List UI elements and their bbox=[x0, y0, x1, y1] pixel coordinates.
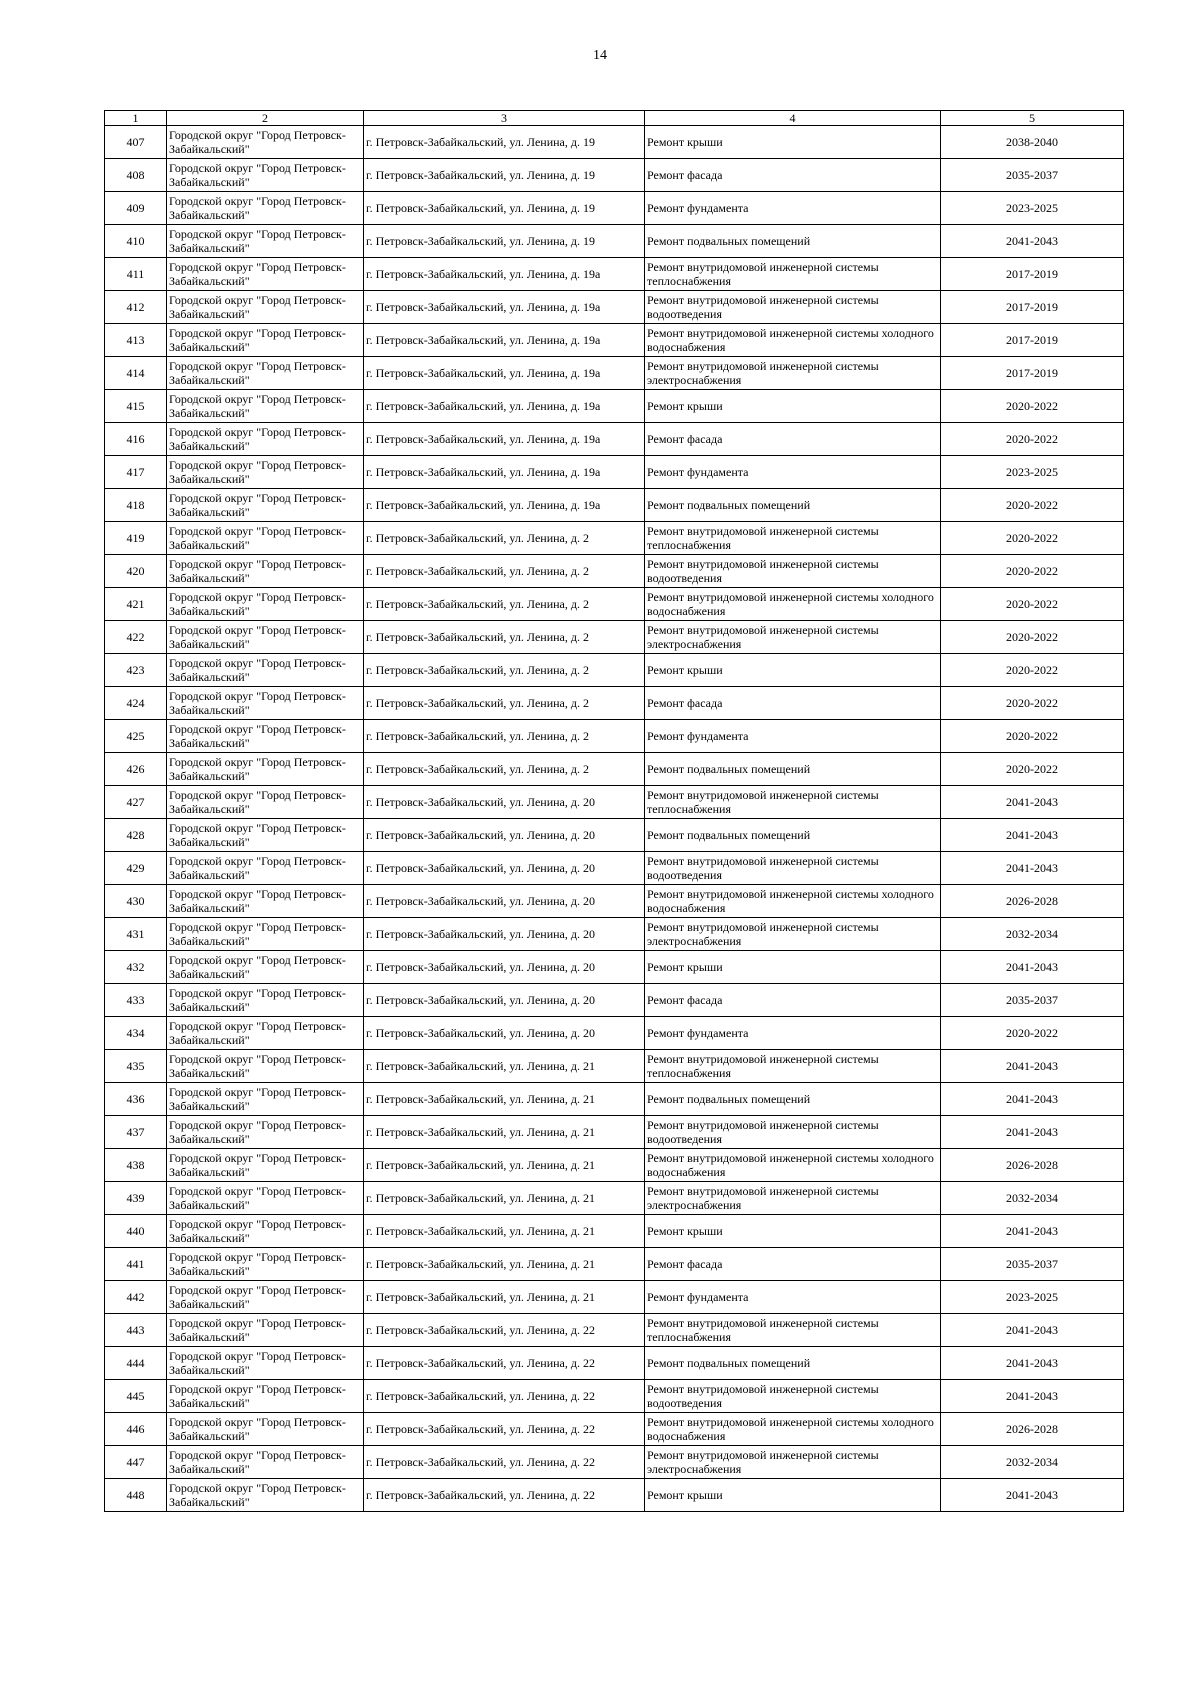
address-cell: г. Петровск-Забайкальский, ул. Ленина, д. 20 bbox=[364, 918, 645, 951]
table-row bbox=[105, 1083, 1124, 1116]
municipality-cell: Городской округ "Город Петровск-Забайкальский" bbox=[167, 1116, 364, 1149]
address-cell: г. Петровск-Забайкальский, ул. Ленина, д. 20 bbox=[364, 852, 645, 885]
municipality-cell: Городской округ "Город Петровск-Забайкальский" bbox=[167, 588, 364, 621]
period-cell: 2041-2043 bbox=[941, 1215, 1124, 1248]
municipality-cell: Городской округ "Город Петровск-Забайкальский" bbox=[167, 390, 364, 423]
municipality-cell: Городской округ "Город Петровск-Забайкальский" bbox=[167, 819, 364, 852]
address-cell: г. Петровск-Забайкальский, ул. Ленина, д. 2 bbox=[364, 555, 645, 588]
table-row bbox=[105, 1380, 1124, 1413]
municipality-cell: Городской округ "Город Петровск-Забайкальский" bbox=[167, 1149, 364, 1182]
row-number-cell: 418 bbox=[105, 489, 167, 522]
address-cell: г. Петровск-Забайкальский, ул. Ленина, д. 22 bbox=[364, 1314, 645, 1347]
municipality-cell: Городской округ "Город Петровск-Забайкальский" bbox=[167, 291, 364, 324]
municipality-cell: Городской округ "Город Петровск-Забайкальский" bbox=[167, 1347, 364, 1380]
period-cell: 2020-2022 bbox=[941, 687, 1124, 720]
table-body bbox=[105, 111, 1124, 1512]
municipality-cell: Городской округ "Город Петровск-Забайкальский" bbox=[167, 1017, 364, 1050]
column-header-3: 3 bbox=[364, 111, 645, 126]
address-cell: г. Петровск-Забайкальский, ул. Ленина, д. 19 bbox=[364, 126, 645, 159]
municipality-cell: Городской округ "Город Петровск-Забайкальский" bbox=[167, 1314, 364, 1347]
work-type-cell: Ремонт внутридомовой инженерной системы электроснабжения bbox=[645, 621, 941, 654]
table-row bbox=[105, 654, 1124, 687]
municipality-cell: Городской округ "Город Петровск-Забайкальский" bbox=[167, 1380, 364, 1413]
period-cell: 2020-2022 bbox=[941, 489, 1124, 522]
address-cell: г. Петровск-Забайкальский, ул. Ленина, д. 21 bbox=[364, 1182, 645, 1215]
work-type-cell: Ремонт фундамента bbox=[645, 192, 941, 225]
period-cell: 2041-2043 bbox=[941, 225, 1124, 258]
table-row bbox=[105, 1182, 1124, 1215]
row-number-cell: 412 bbox=[105, 291, 167, 324]
municipality-cell: Городской округ "Город Петровск-Забайкальский" bbox=[167, 885, 364, 918]
table-row bbox=[105, 1149, 1124, 1182]
row-number-cell: 426 bbox=[105, 753, 167, 786]
period-cell: 2017-2019 bbox=[941, 357, 1124, 390]
municipality-cell: Городской округ "Город Петровск-Забайкальский" bbox=[167, 786, 364, 819]
address-cell: г. Петровск-Забайкальский, ул. Ленина, д. 2 bbox=[364, 753, 645, 786]
table-row bbox=[105, 159, 1124, 192]
address-cell: г. Петровск-Забайкальский, ул. Ленина, д. 19а bbox=[364, 357, 645, 390]
row-number-cell: 419 bbox=[105, 522, 167, 555]
work-type-cell: Ремонт фасада bbox=[645, 159, 941, 192]
municipality-cell: Городской округ "Город Петровск-Забайкальский" bbox=[167, 1248, 364, 1281]
table-row bbox=[105, 489, 1124, 522]
row-number-cell: 427 bbox=[105, 786, 167, 819]
address-cell: г. Петровск-Забайкальский, ул. Ленина, д. 20 bbox=[364, 819, 645, 852]
row-number-cell: 435 bbox=[105, 1050, 167, 1083]
address-cell: г. Петровск-Забайкальский, ул. Ленина, д. 2 bbox=[364, 522, 645, 555]
row-number-cell: 443 bbox=[105, 1314, 167, 1347]
row-number-cell: 437 bbox=[105, 1116, 167, 1149]
table-row bbox=[105, 786, 1124, 819]
address-cell: г. Петровск-Забайкальский, ул. Ленина, д. 19 bbox=[364, 192, 645, 225]
address-cell: г. Петровск-Забайкальский, ул. Ленина, д. 19 bbox=[364, 159, 645, 192]
period-cell: 2041-2043 bbox=[941, 852, 1124, 885]
row-number-cell: 417 bbox=[105, 456, 167, 489]
row-number-cell: 434 bbox=[105, 1017, 167, 1050]
address-cell: г. Петровск-Забайкальский, ул. Ленина, д. 20 bbox=[364, 984, 645, 1017]
municipality-cell: Городской округ "Город Петровск-Забайкальский" bbox=[167, 1215, 364, 1248]
period-cell: 2032-2034 bbox=[941, 918, 1124, 951]
period-cell: 2026-2028 bbox=[941, 1149, 1124, 1182]
column-header-5: 5 bbox=[941, 111, 1124, 126]
work-type-cell: Ремонт крыши bbox=[645, 654, 941, 687]
work-type-cell: Ремонт внутридомовой инженерной системы электроснабжения bbox=[645, 357, 941, 390]
address-cell: г. Петровск-Забайкальский, ул. Ленина, д. 19а bbox=[364, 390, 645, 423]
period-cell: 2020-2022 bbox=[941, 621, 1124, 654]
address-cell: г. Петровск-Забайкальский, ул. Ленина, д. 19а bbox=[364, 489, 645, 522]
row-number-cell: 440 bbox=[105, 1215, 167, 1248]
work-type-cell: Ремонт внутридомовой инженерной системы теплоснабжения bbox=[645, 258, 941, 291]
period-cell: 2020-2022 bbox=[941, 555, 1124, 588]
table-row bbox=[105, 225, 1124, 258]
row-number-cell: 411 bbox=[105, 258, 167, 291]
row-number-cell: 420 bbox=[105, 555, 167, 588]
period-cell: 2041-2043 bbox=[941, 1116, 1124, 1149]
work-type-cell: Ремонт фундамента bbox=[645, 1281, 941, 1314]
municipality-cell: Городской округ "Город Петровск-Забайкальский" bbox=[167, 225, 364, 258]
address-cell: г. Петровск-Забайкальский, ул. Ленина, д. 19а bbox=[364, 258, 645, 291]
work-type-cell: Ремонт фундамента bbox=[645, 1017, 941, 1050]
table-row bbox=[105, 1116, 1124, 1149]
table-row bbox=[105, 621, 1124, 654]
municipality-cell: Городской округ "Город Петровск-Забайкальский" bbox=[167, 126, 364, 159]
municipality-cell: Городской округ "Город Петровск-Забайкальский" bbox=[167, 192, 364, 225]
period-cell: 2023-2025 bbox=[941, 456, 1124, 489]
address-cell: г. Петровск-Забайкальский, ул. Ленина, д. 19а bbox=[364, 456, 645, 489]
municipality-cell: Городской округ "Город Петровск-Забайкальский" bbox=[167, 951, 364, 984]
row-number-cell: 407 bbox=[105, 126, 167, 159]
work-type-cell: Ремонт фундамента bbox=[645, 456, 941, 489]
row-number-cell: 422 bbox=[105, 621, 167, 654]
address-cell: г. Петровск-Забайкальский, ул. Ленина, д. 21 bbox=[364, 1149, 645, 1182]
table-row bbox=[105, 984, 1124, 1017]
address-cell: г. Петровск-Забайкальский, ул. Ленина, д. 21 bbox=[364, 1050, 645, 1083]
work-type-cell: Ремонт внутридомовой инженерной системы теплоснабжения bbox=[645, 522, 941, 555]
table-row bbox=[105, 1347, 1124, 1380]
table-row bbox=[105, 753, 1124, 786]
municipality-cell: Городской округ "Город Петровск-Забайкальский" bbox=[167, 687, 364, 720]
address-cell: г. Петровск-Забайкальский, ул. Ленина, д. 22 bbox=[364, 1413, 645, 1446]
work-type-cell: Ремонт внутридомовой инженерной системы холодного водоснабжения bbox=[645, 588, 941, 621]
row-number-cell: 432 bbox=[105, 951, 167, 984]
period-cell: 2020-2022 bbox=[941, 1017, 1124, 1050]
table-row bbox=[105, 456, 1124, 489]
period-cell: 2041-2043 bbox=[941, 1479, 1124, 1512]
table-row bbox=[105, 1050, 1124, 1083]
municipality-cell: Городской округ "Город Петровск-Забайкальский" bbox=[167, 456, 364, 489]
municipality-cell: Городской округ "Город Петровск-Забайкальский" bbox=[167, 555, 364, 588]
period-cell: 2041-2043 bbox=[941, 1083, 1124, 1116]
table-row bbox=[105, 1446, 1124, 1479]
row-number-cell: 446 bbox=[105, 1413, 167, 1446]
address-cell: г. Петровск-Забайкальский, ул. Ленина, д. 21 bbox=[364, 1215, 645, 1248]
work-type-cell: Ремонт внутридомовой инженерной системы холодного водоснабжения bbox=[645, 1149, 941, 1182]
period-cell: 2017-2019 bbox=[941, 324, 1124, 357]
address-cell: г. Петровск-Забайкальский, ул. Ленина, д. 2 bbox=[364, 654, 645, 687]
row-number-cell: 424 bbox=[105, 687, 167, 720]
municipality-cell: Городской округ "Город Петровск-Забайкальский" bbox=[167, 984, 364, 1017]
table-row bbox=[105, 1413, 1124, 1446]
table-row bbox=[105, 852, 1124, 885]
table-row bbox=[105, 357, 1124, 390]
period-cell: 2035-2037 bbox=[941, 1248, 1124, 1281]
work-type-cell: Ремонт подвальных помещений bbox=[645, 753, 941, 786]
row-number-cell: 431 bbox=[105, 918, 167, 951]
address-cell: г. Петровск-Забайкальский, ул. Ленина, д. 21 bbox=[364, 1281, 645, 1314]
period-cell: 2026-2028 bbox=[941, 885, 1124, 918]
municipality-cell: Городской округ "Город Петровск-Забайкальский" bbox=[167, 1281, 364, 1314]
work-type-cell: Ремонт крыши bbox=[645, 1479, 941, 1512]
address-cell: г. Петровск-Забайкальский, ул. Ленина, д. 21 bbox=[364, 1248, 645, 1281]
address-cell: г. Петровск-Забайкальский, ул. Ленина, д. 19 bbox=[364, 225, 645, 258]
row-number-cell: 409 bbox=[105, 192, 167, 225]
table-row bbox=[105, 951, 1124, 984]
address-cell: г. Петровск-Забайкальский, ул. Ленина, д. 2 bbox=[364, 720, 645, 753]
address-cell: г. Петровск-Забайкальский, ул. Ленина, д. 2 bbox=[364, 687, 645, 720]
work-type-cell: Ремонт внутридомовой инженерной системы теплоснабжения bbox=[645, 1050, 941, 1083]
row-number-cell: 433 bbox=[105, 984, 167, 1017]
address-cell: г. Петровск-Забайкальский, ул. Ленина, д. 22 bbox=[364, 1479, 645, 1512]
address-cell: г. Петровск-Забайкальский, ул. Ленина, д. 22 bbox=[364, 1446, 645, 1479]
row-number-cell: 436 bbox=[105, 1083, 167, 1116]
work-type-cell: Ремонт крыши bbox=[645, 1215, 941, 1248]
row-number-cell: 438 bbox=[105, 1149, 167, 1182]
table-row bbox=[105, 918, 1124, 951]
period-cell: 2023-2025 bbox=[941, 192, 1124, 225]
period-cell: 2020-2022 bbox=[941, 423, 1124, 456]
row-number-cell: 408 bbox=[105, 159, 167, 192]
row-number-cell: 441 bbox=[105, 1248, 167, 1281]
row-number-cell: 428 bbox=[105, 819, 167, 852]
table-row bbox=[105, 1248, 1124, 1281]
municipality-cell: Городской округ "Город Петровск-Забайкальский" bbox=[167, 654, 364, 687]
work-type-cell: Ремонт внутридомовой инженерной системы водоотведения bbox=[645, 291, 941, 324]
period-cell: 2041-2043 bbox=[941, 1347, 1124, 1380]
row-number-cell: 410 bbox=[105, 225, 167, 258]
table-row bbox=[105, 390, 1124, 423]
period-cell: 2035-2037 bbox=[941, 159, 1124, 192]
address-cell: г. Петровск-Забайкальский, ул. Ленина, д. 22 bbox=[364, 1347, 645, 1380]
page-number: 14 bbox=[593, 48, 607, 63]
municipality-cell: Городской округ "Город Петровск-Забайкальский" bbox=[167, 1182, 364, 1215]
period-cell: 2020-2022 bbox=[941, 654, 1124, 687]
table-row bbox=[105, 819, 1124, 852]
period-cell: 2041-2043 bbox=[941, 1050, 1124, 1083]
table-row bbox=[105, 687, 1124, 720]
table-row bbox=[105, 555, 1124, 588]
period-cell: 2041-2043 bbox=[941, 951, 1124, 984]
address-cell: г. Петровск-Забайкальский, ул. Ленина, д. 2 bbox=[364, 588, 645, 621]
period-cell: 2017-2019 bbox=[941, 258, 1124, 291]
table-row bbox=[105, 423, 1124, 456]
municipality-cell: Городской округ "Город Петровск-Забайкальский" bbox=[167, 1050, 364, 1083]
row-number-cell: 416 bbox=[105, 423, 167, 456]
work-type-cell: Ремонт внутридомовой инженерной системы холодного водоснабжения bbox=[645, 885, 941, 918]
period-cell: 2020-2022 bbox=[941, 753, 1124, 786]
municipality-cell: Городской округ "Город Петровск-Забайкальский" bbox=[167, 423, 364, 456]
work-type-cell: Ремонт внутридомовой инженерной системы теплоснабжения bbox=[645, 1314, 941, 1347]
table-row bbox=[105, 720, 1124, 753]
period-cell: 2020-2022 bbox=[941, 720, 1124, 753]
work-type-cell: Ремонт подвальных помещений bbox=[645, 1347, 941, 1380]
table-row bbox=[105, 291, 1124, 324]
table-row bbox=[105, 258, 1124, 291]
work-type-cell: Ремонт фасада bbox=[645, 984, 941, 1017]
address-cell: г. Петровск-Забайкальский, ул. Ленина, д. 20 bbox=[364, 1017, 645, 1050]
address-cell: г. Петровск-Забайкальский, ул. Ленина, д. 2 bbox=[364, 621, 645, 654]
period-cell: 2041-2043 bbox=[941, 786, 1124, 819]
row-number-cell: 442 bbox=[105, 1281, 167, 1314]
work-type-cell: Ремонт фундамента bbox=[645, 720, 941, 753]
work-type-cell: Ремонт внутридомовой инженерной системы электроснабжения bbox=[645, 1182, 941, 1215]
work-type-cell: Ремонт крыши bbox=[645, 126, 941, 159]
table-row bbox=[105, 324, 1124, 357]
period-cell: 2035-2037 bbox=[941, 984, 1124, 1017]
municipality-cell: Городской округ "Город Петровск-Забайкальский" bbox=[167, 1479, 364, 1512]
row-number-cell: 439 bbox=[105, 1182, 167, 1215]
municipality-cell: Городской округ "Город Петровск-Забайкальский" bbox=[167, 918, 364, 951]
municipality-cell: Городской округ "Город Петровск-Забайкальский" bbox=[167, 753, 364, 786]
row-number-cell: 447 bbox=[105, 1446, 167, 1479]
address-cell: г. Петровск-Забайкальский, ул. Ленина, д. 20 bbox=[364, 951, 645, 984]
address-cell: г. Петровск-Забайкальский, ул. Ленина, д. 20 bbox=[364, 786, 645, 819]
address-cell: г. Петровск-Забайкальский, ул. Ленина, д. 19а bbox=[364, 324, 645, 357]
municipality-cell: Городской округ "Город Петровск-Забайкальский" bbox=[167, 324, 364, 357]
period-cell: 2032-2034 bbox=[941, 1446, 1124, 1479]
address-cell: г. Петровск-Забайкальский, ул. Ленина, д. 19а bbox=[364, 423, 645, 456]
address-cell: г. Петровск-Забайкальский, ул. Ленина, д. 21 bbox=[364, 1083, 645, 1116]
row-number-cell: 421 bbox=[105, 588, 167, 621]
period-cell: 2020-2022 bbox=[941, 588, 1124, 621]
municipality-cell: Городской округ "Город Петровск-Забайкальский" bbox=[167, 720, 364, 753]
table-row bbox=[105, 192, 1124, 225]
period-cell: 2041-2043 bbox=[941, 1314, 1124, 1347]
work-type-cell: Ремонт внутридомовой инженерной системы электроснабжения bbox=[645, 918, 941, 951]
municipality-cell: Городской округ "Город Петровск-Забайкальский" bbox=[167, 258, 364, 291]
work-type-cell: Ремонт внутридомовой инженерной системы водоотведения bbox=[645, 1116, 941, 1149]
table-row bbox=[105, 885, 1124, 918]
period-cell: 2041-2043 bbox=[941, 819, 1124, 852]
table-row bbox=[105, 126, 1124, 159]
table-row bbox=[105, 1314, 1124, 1347]
municipality-cell: Городской округ "Город Петровск-Забайкальский" bbox=[167, 1446, 364, 1479]
work-type-cell: Ремонт крыши bbox=[645, 951, 941, 984]
work-type-cell: Ремонт внутридомовой инженерной системы водоотведения bbox=[645, 1380, 941, 1413]
period-cell: 2041-2043 bbox=[941, 1380, 1124, 1413]
table-row bbox=[105, 1017, 1124, 1050]
table-header-row bbox=[105, 111, 1124, 126]
row-number-cell: 423 bbox=[105, 654, 167, 687]
table-row bbox=[105, 522, 1124, 555]
column-header-4: 4 bbox=[645, 111, 941, 126]
column-header-2: 2 bbox=[167, 111, 364, 126]
table-row bbox=[105, 1281, 1124, 1314]
work-type-cell: Ремонт внутридомовой инженерной системы водоотведения bbox=[645, 852, 941, 885]
municipality-cell: Городской округ "Город Петровск-Забайкальский" bbox=[167, 489, 364, 522]
period-cell: 2020-2022 bbox=[941, 390, 1124, 423]
municipality-cell: Городской округ "Город Петровск-Забайкальский" bbox=[167, 1413, 364, 1446]
table-row bbox=[105, 1479, 1124, 1512]
work-type-cell: Ремонт фасада bbox=[645, 423, 941, 456]
period-cell: 2017-2019 bbox=[941, 291, 1124, 324]
work-type-cell: Ремонт подвальных помещений bbox=[645, 1083, 941, 1116]
work-type-cell: Ремонт фасада bbox=[645, 687, 941, 720]
address-cell: г. Петровск-Забайкальский, ул. Ленина, д. 20 bbox=[364, 885, 645, 918]
row-number-cell: 414 bbox=[105, 357, 167, 390]
table-row bbox=[105, 1215, 1124, 1248]
work-type-cell: Ремонт подвальных помещений bbox=[645, 225, 941, 258]
row-number-cell: 425 bbox=[105, 720, 167, 753]
work-type-cell: Ремонт крыши bbox=[645, 390, 941, 423]
work-type-cell: Ремонт внутридомовой инженерной системы холодного водоснабжения bbox=[645, 1413, 941, 1446]
work-type-cell: Ремонт внутридомовой инженерной системы водоотведения bbox=[645, 555, 941, 588]
row-number-cell: 429 bbox=[105, 852, 167, 885]
row-number-cell: 413 bbox=[105, 324, 167, 357]
row-number-cell: 445 bbox=[105, 1380, 167, 1413]
work-type-cell: Ремонт подвальных помещений bbox=[645, 489, 941, 522]
municipality-cell: Городской округ "Город Петровск-Забайкальский" bbox=[167, 357, 364, 390]
work-type-cell: Ремонт подвальных помещений bbox=[645, 819, 941, 852]
repair-schedule-table bbox=[104, 110, 1124, 1512]
row-number-cell: 448 bbox=[105, 1479, 167, 1512]
table-row bbox=[105, 588, 1124, 621]
municipality-cell: Городской округ "Город Петровск-Забайкальский" bbox=[167, 522, 364, 555]
row-number-cell: 415 bbox=[105, 390, 167, 423]
municipality-cell: Городской округ "Город Петровск-Забайкальский" bbox=[167, 852, 364, 885]
address-cell: г. Петровск-Забайкальский, ул. Ленина, д. 22 bbox=[364, 1380, 645, 1413]
address-cell: г. Петровск-Забайкальский, ул. Ленина, д. 19а bbox=[364, 291, 645, 324]
row-number-cell: 444 bbox=[105, 1347, 167, 1380]
municipality-cell: Городской округ "Город Петровск-Забайкальский" bbox=[167, 159, 364, 192]
row-number-cell: 430 bbox=[105, 885, 167, 918]
work-type-cell: Ремонт фасада bbox=[645, 1248, 941, 1281]
work-type-cell: Ремонт внутридомовой инженерной системы теплоснабжения bbox=[645, 786, 941, 819]
period-cell: 2038-2040 bbox=[941, 126, 1124, 159]
work-type-cell: Ремонт внутридомовой инженерной системы электроснабжения bbox=[645, 1446, 941, 1479]
period-cell: 2032-2034 bbox=[941, 1182, 1124, 1215]
work-type-cell: Ремонт внутридомовой инженерной системы холодного водоснабжения bbox=[645, 324, 941, 357]
column-header-1: 1 bbox=[105, 111, 167, 126]
period-cell: 2026-2028 bbox=[941, 1413, 1124, 1446]
municipality-cell: Городской округ "Город Петровск-Забайкальский" bbox=[167, 1083, 364, 1116]
period-cell: 2023-2025 bbox=[941, 1281, 1124, 1314]
period-cell: 2020-2022 bbox=[941, 522, 1124, 555]
municipality-cell: Городской округ "Город Петровск-Забайкальский" bbox=[167, 621, 364, 654]
address-cell: г. Петровск-Забайкальский, ул. Ленина, д. 21 bbox=[364, 1116, 645, 1149]
